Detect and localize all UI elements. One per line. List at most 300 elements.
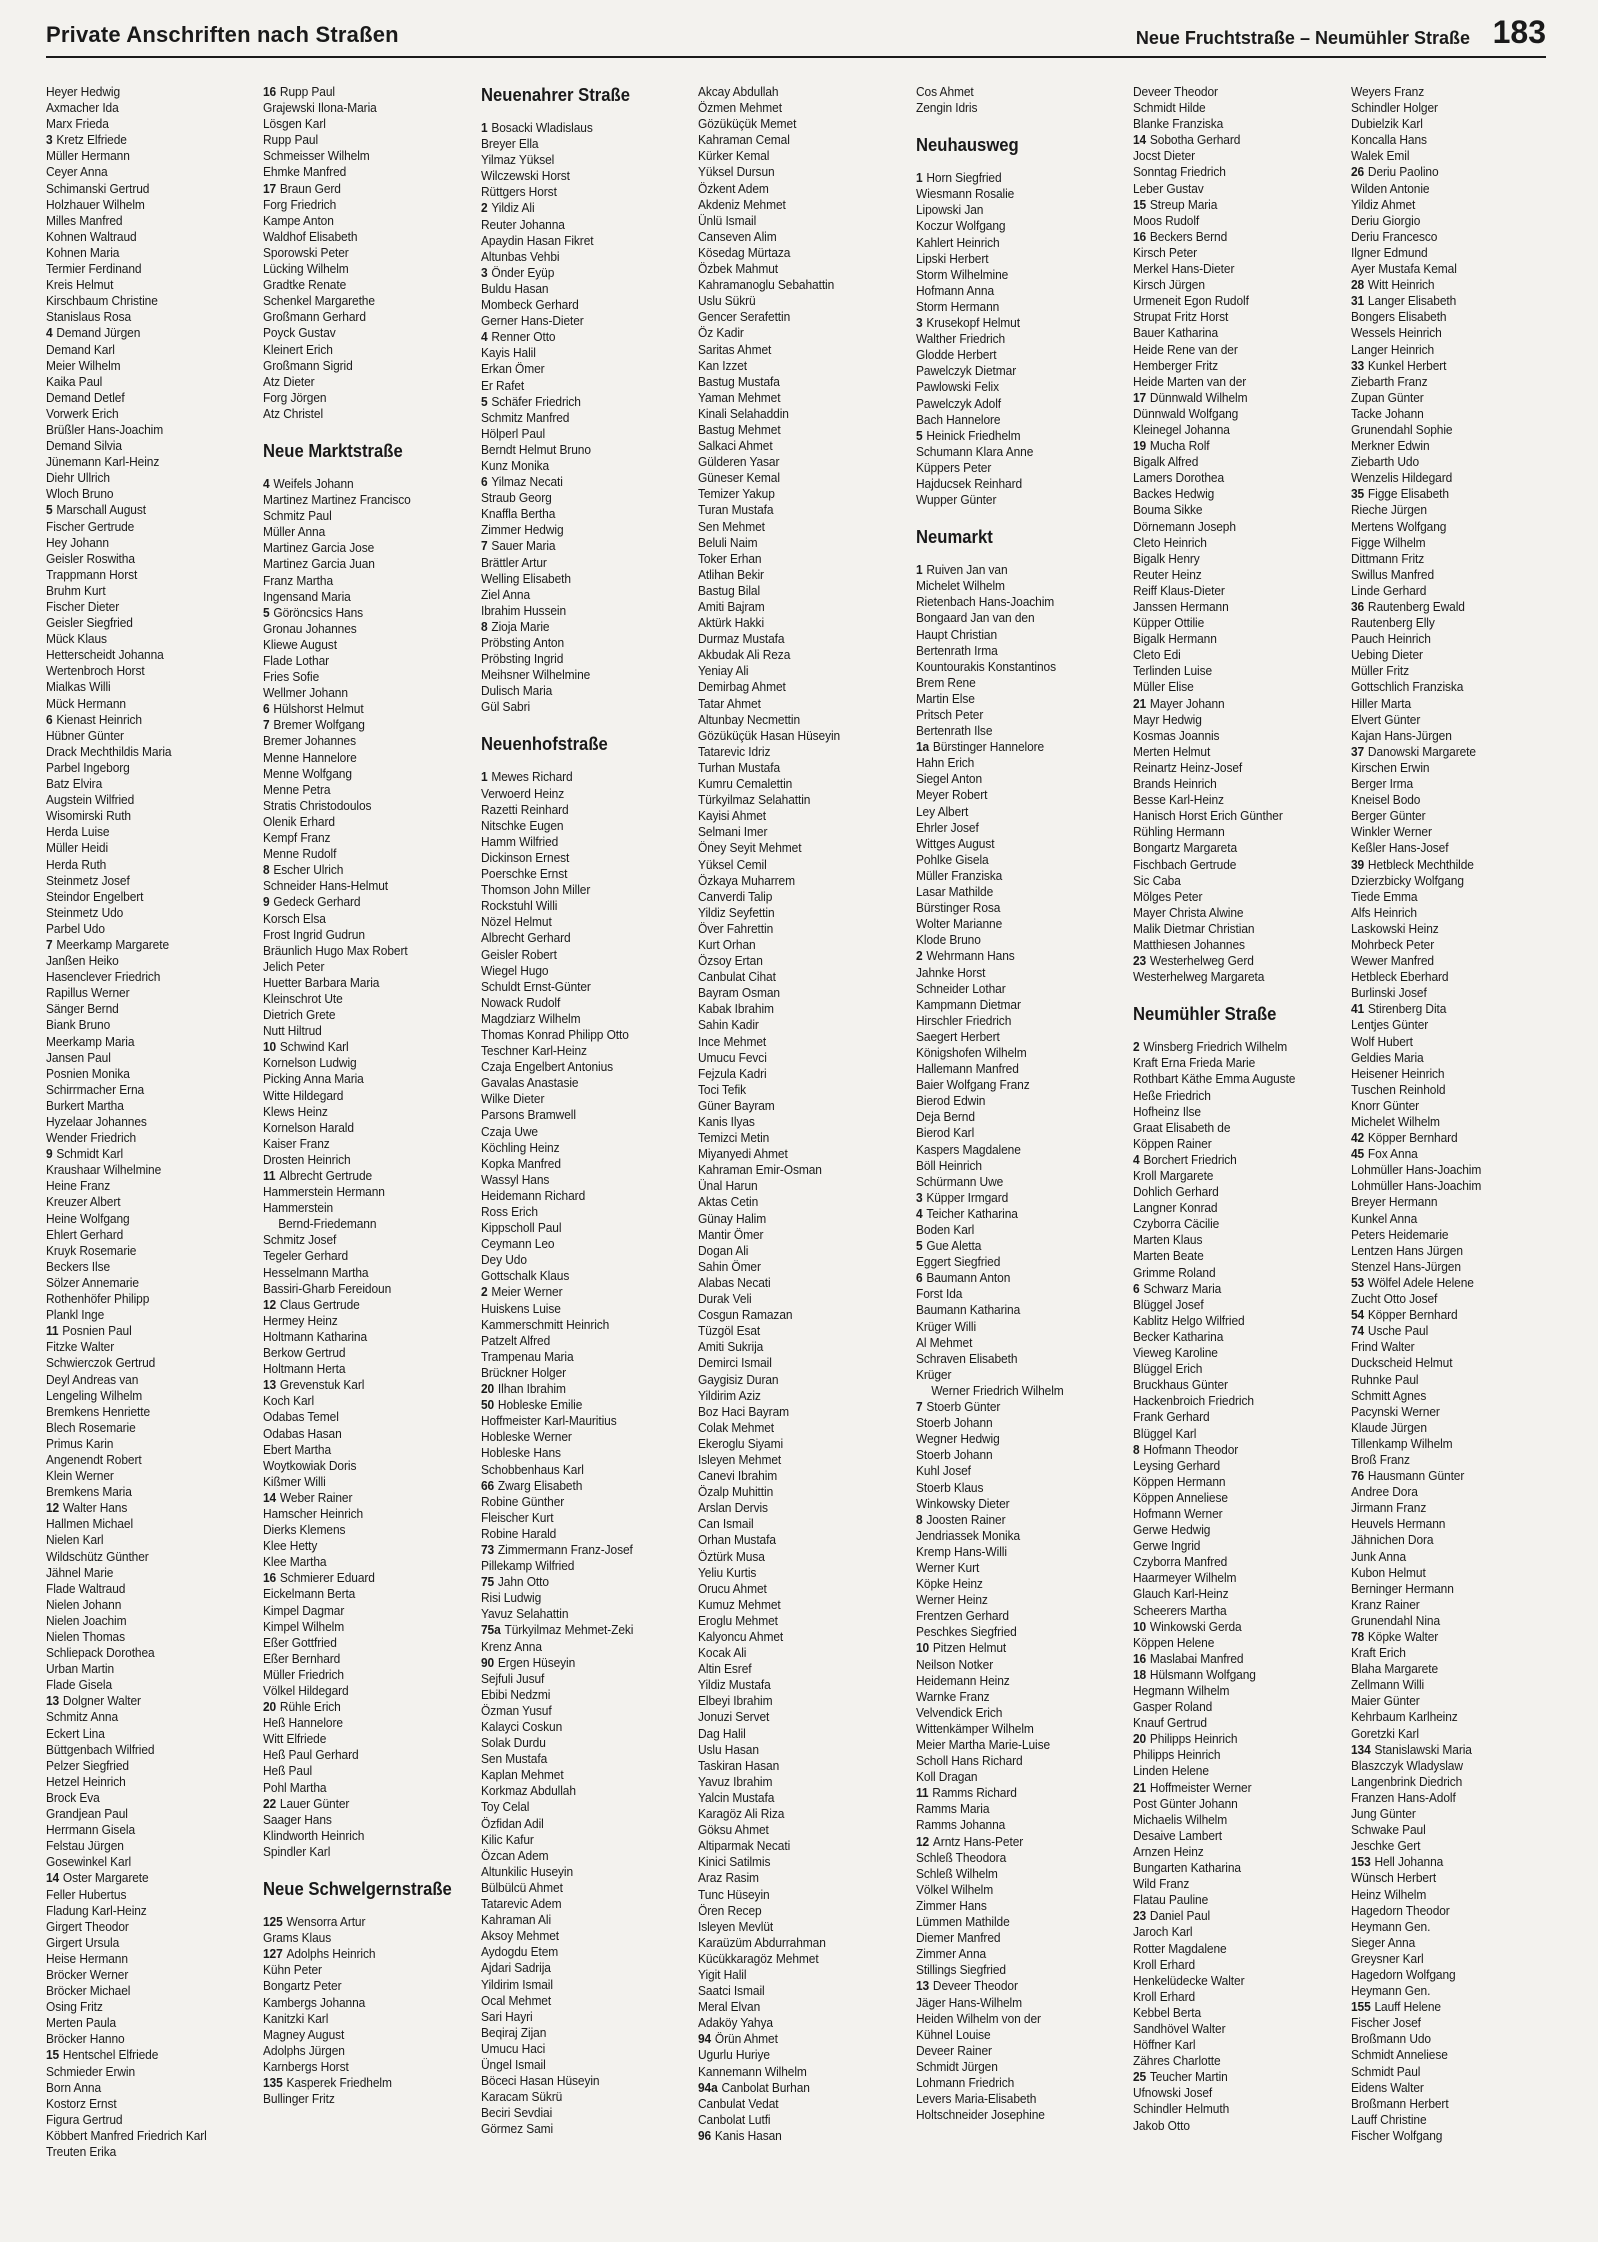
resident-entry (916, 771, 1111, 787)
resident-entry (46, 1838, 241, 1854)
resident-name: Müller Heidi (46, 841, 109, 856)
resident-entry (698, 696, 893, 712)
resident-entry (481, 313, 676, 329)
resident-entry (916, 1480, 1111, 1496)
street-heading: Neuhausweg (915, 134, 1019, 156)
resident-name: Straub Georg (480, 491, 552, 506)
resident-name: Waldhof Elisabeth (263, 229, 358, 244)
resident-entry (481, 1896, 676, 1912)
resident-name: Joosten Rainer (926, 1512, 1006, 1527)
resident-entry (698, 1259, 893, 1275)
resident-name: Winkler Werner (1350, 825, 1432, 840)
resident-entry (916, 1238, 1111, 1254)
resident-entry (1351, 1613, 1546, 1629)
resident-name: Westerhelweg Margareta (1133, 970, 1265, 985)
resident-name: Heinz Wilhelm (1350, 1887, 1426, 1902)
resident-name: Stanislaus Rosa (46, 310, 132, 325)
resident-entry (916, 347, 1111, 363)
resident-entry (698, 1452, 893, 1468)
resident-name: Adolphs Heinrich (286, 1947, 376, 1962)
resident-entry (698, 1709, 893, 1725)
resident-name: Kajan Hans-Jürgen (1350, 728, 1452, 743)
resident-entry (263, 229, 458, 245)
resident-entry (916, 1785, 1111, 1801)
resident-entry (481, 2121, 676, 2137)
resident-name: Lasar Mathilde (915, 885, 993, 900)
resident-name: Küpper Ottilie (1133, 616, 1205, 631)
resident-name: Bierod Karl (915, 1126, 974, 1141)
resident-name: Kranz Rainer (1350, 1597, 1420, 1612)
resident-name: Lentzen Hans Jürgen (1350, 1243, 1463, 1258)
resident-name: Taskiran Hasan (698, 1758, 780, 1773)
resident-entry (916, 186, 1111, 202)
resident-entry (46, 100, 241, 116)
resident-name: Köppen Hermann (1133, 1474, 1226, 1489)
resident-entry (1133, 824, 1328, 840)
resident-name: Streup Maria (1150, 197, 1218, 212)
resident-entry (916, 787, 1111, 803)
resident-entry (698, 1017, 893, 1033)
resident-name: Dickinson Ernest (480, 850, 570, 865)
resident-name: Umucu Haci (480, 2041, 546, 2056)
resident-name: Koll Dragan (915, 1770, 978, 1785)
resident-name: Wessels Heinrich (1350, 326, 1442, 341)
resident-entry (481, 1671, 676, 1687)
resident-entry (46, 132, 241, 148)
resident-entry (698, 132, 893, 148)
resident-entry (1133, 277, 1328, 293)
resident-name: Gencer Serafettin (698, 310, 791, 325)
resident-entry (1133, 1474, 1328, 1490)
resident-name: Primus Karin (46, 1436, 114, 1451)
resident-name: Herrmann Gisela (46, 1823, 136, 1838)
resident-name: Koch Karl (263, 1394, 315, 1409)
resident-entry (1133, 84, 1328, 100)
resident-name: Brückner Holger (480, 1365, 566, 1380)
resident-name: Ibrahim Hussein (480, 603, 566, 618)
resident-entry (1133, 840, 1328, 856)
resident-name: Wilke Dieter (480, 1092, 545, 1107)
resident-name: Büttgenbach Wilfried (46, 1742, 155, 1757)
resident-name: Erkan Ömer (480, 362, 545, 377)
resident-entry (1351, 1661, 1546, 1677)
resident-entry (698, 245, 893, 261)
resident-entry (1133, 1908, 1328, 1924)
resident-entry (916, 1866, 1111, 1882)
resident-name: Hallmen Michael (46, 1517, 134, 1532)
resident-name: Deyl Andreas van (46, 1372, 139, 1387)
resident-entry (46, 551, 241, 567)
resident-entry (1133, 1168, 1328, 1184)
resident-name: Arntz Hans-Peter (932, 1834, 1023, 1849)
resident-name: Özfidan Adil (480, 1816, 544, 1831)
resident-name: Usche Paul (1367, 1324, 1428, 1339)
resident-entry (916, 691, 1111, 707)
resident-name: Atz Christel (263, 406, 324, 421)
house-number: 45 (1350, 1147, 1364, 1162)
resident-entry (1351, 1484, 1546, 1500)
resident-entry (698, 502, 893, 518)
resident-entry (1133, 889, 1328, 905)
resident-name: Aydogdu Etem (480, 1945, 558, 1960)
resident-entry (46, 857, 241, 873)
resident-entry (916, 1930, 1111, 1946)
resident-name: Sandhövel Walter (1133, 2021, 1226, 2036)
resident-entry (1351, 438, 1546, 454)
resident-entry (263, 1619, 458, 1635)
resident-entry (916, 428, 1111, 444)
resident-entry (698, 1532, 893, 1548)
resident-entry (698, 615, 893, 631)
house-number: 11 (46, 1324, 59, 1339)
house-number: 14 (1133, 133, 1147, 148)
resident-name: Klee Martha (263, 1555, 327, 1570)
resident-name: Wiesmann Rosalie (915, 187, 1014, 202)
resident-name: Toker Erhan (698, 551, 762, 566)
resident-name: Jähnel Marie (46, 1565, 114, 1580)
resident-name: Grunendahl Sophie (1350, 422, 1453, 437)
resident-entry (46, 309, 241, 325)
resident-name: Sieger Anna (1350, 1935, 1415, 1950)
resident-entry (46, 1388, 241, 1404)
street-heading: Neumühler Straße (1133, 1003, 1277, 1025)
resident-entry (46, 1050, 241, 1066)
resident-entry (1133, 1345, 1328, 1361)
resident-entry (916, 1222, 1111, 1238)
resident-name: Canevi Ibrahim (698, 1469, 778, 1484)
house-number: 10 (263, 1040, 277, 1055)
resident-entry (698, 164, 893, 180)
resident-entry (1351, 985, 1546, 1001)
resident-entry (263, 1978, 458, 1994)
resident-entry (263, 685, 458, 701)
resident-entry (46, 1661, 241, 1677)
resident-name: Mayr Hedwig (1133, 712, 1202, 727)
resident-name: Jocst Dieter (1133, 149, 1196, 164)
resident-entry (263, 1345, 458, 1361)
resident-name: Meier Werner (491, 1285, 563, 1300)
resident-name: Cos Ahmet (915, 85, 974, 99)
resident-name: Zengin Idris (915, 101, 978, 116)
resident-entry (916, 2075, 1111, 2091)
resident-name: Canbulat Vedat (698, 2096, 779, 2111)
resident-entry (1133, 1088, 1328, 1104)
resident-name: Wupper Günter (915, 493, 997, 508)
resident-name: Deveer Theodor (932, 1979, 1018, 1994)
resident-name: Teucher Martin (1150, 2070, 1228, 2085)
resident-name: Bürstinger Rosa (915, 901, 1001, 916)
resident-name: Osing Fritz (46, 2000, 103, 2015)
resident-name: Schmitt Agnes (1350, 1388, 1426, 1403)
house-number: 15 (46, 2048, 60, 2063)
resident-entry (916, 1657, 1111, 1673)
resident-name: Tatarevic Idriz (698, 744, 771, 759)
resident-name: Lösgen Karl (263, 117, 327, 132)
resident-entry (916, 820, 1111, 836)
resident-entry (46, 1919, 241, 1935)
resident-entry (481, 1268, 676, 1284)
resident-name: Dzierzbicky Wolfgang (1350, 873, 1464, 888)
resident-entry (46, 1211, 241, 1227)
house-number: 13 (263, 1378, 277, 1393)
resident-entry (698, 1162, 893, 1178)
resident-name: Patzelt Alfred (480, 1333, 551, 1348)
resident-entry (916, 1705, 1111, 1721)
resident-name: Drack Mechthildis Maria (46, 744, 172, 759)
resident-entry (1351, 197, 1546, 213)
street-heading: Neuenhofstraße (480, 733, 608, 755)
resident-name: Yeliu Kurtis (698, 1565, 757, 1580)
resident-entry (1133, 567, 1328, 583)
resident-entry (1133, 1538, 1328, 1554)
resident-name: Böll Heinrich (915, 1158, 982, 1173)
resident-entry (1133, 1506, 1328, 1522)
resident-entry (916, 218, 1111, 234)
resident-name: Felstau Jürgen (46, 1839, 124, 1854)
resident-name: Grevenstuk Karl (280, 1378, 365, 1393)
resident-entry (1351, 840, 1546, 856)
resident-entry (1351, 261, 1546, 277)
resident-name: Pillekamp Wilfried (480, 1559, 575, 1574)
resident-name: Diemer Manfred (915, 1931, 1001, 1946)
resident-entry (481, 2089, 676, 2105)
resident-entry (1351, 969, 1546, 985)
resident-name: Amiti Sukrija (698, 1340, 764, 1355)
resident-entry (263, 1522, 458, 1538)
resident-name: Hemberger Fritz (1133, 358, 1219, 373)
resident-name: Wolf Hubert (1350, 1034, 1413, 1049)
resident-name: Weyers Franz (1350, 85, 1424, 99)
resident-name: Ergen Hüseyin (497, 1655, 576, 1670)
resident-name: Hanisch Horst Erich Günther (1133, 809, 1283, 824)
resident-entry (1351, 1050, 1546, 1066)
resident-entry (1133, 631, 1328, 647)
resident-entry (1351, 229, 1546, 245)
resident-name: Yildiz Seyfettin (698, 905, 775, 920)
resident-name: Termier Ferdinand (46, 262, 142, 277)
resident-name: Kornelson Harald (263, 1120, 355, 1135)
resident-name: Türkyilmaz Selahattin (698, 793, 811, 808)
resident-entry (481, 930, 676, 946)
resident-name: Klode Bruno (915, 933, 981, 948)
resident-entry (1351, 1854, 1546, 1870)
resident-name: Magdziarz Wilhelm (480, 1011, 581, 1026)
resident-name: Meier Wilhelm (46, 358, 121, 373)
resident-name: Lücking Wilhelm (263, 262, 350, 277)
resident-entry (1133, 873, 1328, 889)
resident-name: Wilden Antonie (1350, 181, 1430, 196)
resident-entry (481, 1043, 676, 1059)
resident-name: Schuldt Ernst-Günter (480, 979, 591, 994)
resident-entry (698, 1549, 893, 1565)
resident-name: Kayis Halil (480, 346, 536, 361)
resident-entry (46, 824, 241, 840)
resident-name: Risi Ludwig (480, 1591, 541, 1606)
resident-name: Deriu Paolino (1367, 165, 1439, 180)
resident-name: Kunz Monika (480, 458, 549, 473)
resident-entry (698, 808, 893, 824)
resident-name: Ebibi Nedzmi (480, 1687, 551, 1702)
resident-name: Fejzula Kadri (698, 1066, 767, 1081)
resident-entry (698, 2015, 893, 2031)
resident-entry (1351, 1098, 1546, 1114)
resident-entry (1351, 1758, 1546, 1774)
resident-name: Gottschlich Franziska (1350, 680, 1463, 695)
resident-name: Marten Klaus (1133, 1233, 1203, 1248)
directory-column (916, 84, 1121, 2224)
resident-name: Örün Ahmet (715, 2032, 779, 2047)
resident-name: Kroll Margarete (1133, 1169, 1214, 1183)
resident-name: Parsons Bramwell (480, 1108, 576, 1123)
resident-name: Martinez Garcia Juan (263, 557, 376, 572)
resident-entry (263, 1554, 458, 1570)
resident-entry (698, 1275, 893, 1291)
resident-name: Schindler Helmuth (1133, 2102, 1230, 2117)
house-number: 75 (480, 1575, 494, 1590)
resident-name: Demand Karl (46, 342, 115, 357)
resident-entry (481, 818, 676, 834)
resident-entry (481, 1687, 676, 1703)
resident-name: Sänger Bernd (46, 1002, 119, 1017)
resident-name: Ley Albert (915, 804, 968, 819)
resident-entry (1351, 953, 1546, 969)
resident-entry (1351, 1887, 1546, 1903)
resident-name: Altunbas Vehbi (480, 249, 560, 264)
resident-entry (1351, 1822, 1546, 1838)
resident-name: Knaffla Bertha (480, 507, 556, 522)
resident-entry (698, 1726, 893, 1742)
resident-name: Hyzelaar Johannes (46, 1115, 147, 1129)
resident-name: Köpke Heinz (915, 1577, 983, 1592)
resident-name: Hausmann Günter (1367, 1469, 1464, 1484)
resident-entry (698, 873, 893, 889)
resident-name: Rietenbach Hans-Joachim (915, 595, 1054, 610)
resident-name: Amiti Bajram (698, 600, 765, 614)
resident-entry (46, 261, 241, 277)
resident-name: Bach Hannelore (915, 412, 1001, 427)
resident-entry (916, 1817, 1111, 1833)
resident-name: Schwake Paul (1350, 1823, 1426, 1838)
house-number: 3 (915, 316, 923, 331)
resident-entry (1133, 937, 1328, 953)
resident-name: Schürmann Uwe (915, 1174, 1003, 1189)
resident-name: Demand Detlef (46, 390, 125, 405)
resident-name: Kornelson Ludwig (263, 1056, 358, 1071)
house-number: 50 (480, 1398, 494, 1413)
resident-entry (46, 164, 241, 180)
resident-name: Hölperl Paul (480, 426, 545, 441)
resident-name: Meyer Robert (915, 788, 988, 803)
resident-entry (1351, 342, 1546, 358)
resident-entry (481, 947, 676, 963)
resident-name: Klein Werner (46, 1469, 114, 1484)
resident-entry (1133, 213, 1328, 229)
resident-name: Schmidt Jürgen (915, 2059, 998, 2074)
resident-name: Yilmaz Yüksel (480, 153, 555, 168)
resident-entry (481, 1574, 676, 1590)
resident-name: Maier Günter (1350, 1694, 1420, 1709)
resident-name: Kneisel Bodo (1350, 793, 1420, 808)
resident-entry (916, 1093, 1111, 1109)
resident-entry (46, 1355, 241, 1371)
resident-entry (916, 1045, 1111, 1061)
house-number: 8 (915, 1512, 923, 1527)
house-number: 41 (1350, 1002, 1364, 1017)
resident-entry (698, 2128, 893, 2144)
resident-entry (1133, 164, 1328, 180)
resident-name: Durmaz Mustafa (698, 632, 785, 647)
resident-entry (263, 1265, 458, 1281)
resident-name: Schmidt Hilde (1133, 101, 1206, 116)
resident-name: Burkert Martha (46, 1098, 124, 1113)
resident-name: Klaude Jürgen (1350, 1420, 1427, 1435)
resident-entry (1351, 1935, 1546, 1951)
resident-entry (46, 342, 241, 358)
house-number: 1 (915, 563, 923, 578)
resident-entry (481, 1912, 676, 1928)
resident-name: Elvert Günter (1350, 712, 1420, 727)
resident-entry (698, 1178, 893, 1194)
resident-entry (698, 1581, 893, 1597)
resident-name: Backes Hedwig (1133, 487, 1215, 502)
house-number: 5 (915, 428, 923, 443)
resident-entry (263, 2091, 458, 2107)
resident-entry (263, 1055, 458, 1071)
house-number: 9 (46, 1147, 53, 1162)
resident-entry (263, 325, 458, 341)
resident-entry (481, 1816, 676, 1832)
resident-entry (916, 1737, 1111, 1753)
resident-entry (481, 1156, 676, 1172)
resident-name: Knorr Günter (1350, 1098, 1419, 1113)
resident-name: Braun Gerd (280, 181, 342, 196)
resident-name: Rühling Hermann (1133, 825, 1225, 840)
resident-name: Küpper Irmgard (926, 1190, 1008, 1205)
resident-name: Pawlowski Felix (915, 380, 999, 395)
resident-entry (916, 412, 1111, 428)
resident-name: Geisler Roswitha (46, 551, 135, 566)
resident-entry (916, 1882, 1111, 1898)
resident-name: Schwarz Maria (1143, 1281, 1222, 1296)
resident-entry (263, 1361, 458, 1377)
resident-entry (481, 249, 676, 265)
resident-name: Kirsch Peter (1133, 245, 1198, 260)
resident-entry (481, 1236, 676, 1252)
resident-entry (263, 1393, 458, 1409)
resident-entry (916, 1801, 1111, 1817)
resident-entry (916, 562, 1111, 578)
resident-entry (1133, 728, 1328, 744)
resident-entry (263, 621, 458, 637)
resident-name: Fladung Karl-Heinz (46, 1903, 147, 1918)
resident-entry (1133, 245, 1328, 261)
resident-entry (1133, 1232, 1328, 1248)
resident-entry (263, 1184, 458, 1200)
resident-name: Kücükkaragöz Mehmet (698, 1951, 819, 1966)
resident-entry (1133, 744, 1328, 760)
resident-name: Günay Halim (698, 1211, 767, 1226)
resident-name: Wassyl Hans (480, 1172, 550, 1187)
resident-entry (46, 1597, 241, 1613)
resident-entry (698, 229, 893, 245)
resident-name: Heide Rene van der (1133, 342, 1238, 357)
resident-entry (481, 1381, 676, 1397)
resident-name: Jelich Peter (263, 959, 325, 974)
resident-name: Özbek Mahmut (698, 262, 779, 277)
resident-name: Altunbay Necmettin (698, 712, 801, 727)
resident-entry (1351, 792, 1546, 808)
resident-name: Kan Izzet (698, 358, 748, 373)
